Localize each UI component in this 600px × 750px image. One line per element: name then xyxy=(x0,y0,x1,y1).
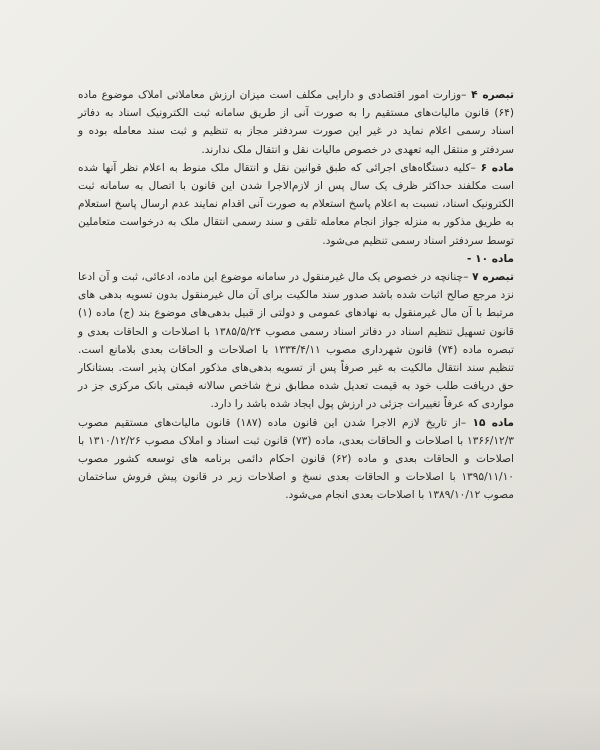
paragraph-heading: تبصره ۴ xyxy=(466,89,514,101)
paragraph-heading: ماده ۱۰ - xyxy=(467,252,514,265)
paragraph-body: –چنانچه در خصوص یک مال غیرمنقول در سامانه موضوع این ماده، ادعائی، ثبت و آن ادعا نزد مرجع صالح اثبات شده باشد صدور سند مالکیت برای آن مال غیرمنقول بدون تسویه بدهی های مرتبط با آن مال غیرمنقول به نهادهای عمومی و دولتی از قبیل بدهی‌های موضوع بند (ج) ماده (۱) قانون تسهیل تنظیم اسناد در دفاتر اسناد رسمی مصوب ۱۳۸۵/۵/۲۴ با اصلاحات و الحاقات بعدی و تبصره ماده (۷۴) قانون شهرداری مصوب ۱۳۳۴/۴/۱۱ با اصلاحات و الحاقات بعدی بلامانع است. تنظیم سند انتقال مالکیت به غیر صرفاً پس از تسویه بدهی‌های مذکور امکان پذیر است. بستانکار حق دریافت طلب خود به قیمت تعدیل شده مطابق نرخ شاخص سالانه قیمتی بانک مرکزی جز در مواردی که عرفاً تغییرات جزئی در ارزش پول ایجاد شده باشد را دارد. xyxy=(78,271,515,411)
paragraph-article-6 xyxy=(78,159,514,250)
paragraph-article-15 xyxy=(78,414,514,505)
paragraph-heading: تبصره ۷ xyxy=(468,271,514,284)
paragraph-heading: ماده ۱۵ xyxy=(466,416,514,429)
paragraph-article-10 xyxy=(78,250,514,268)
paragraph-body: –از تاریخ لازم الاجرا شدن این قانون ماده (۱۸۷) قانون مالیات‌های مستقیم مصوب ۱۳۶۶/۱۲/۳ با اصلاحات و الحاقات بعدی، ماده (۷۳) قانون ثبت اسناد و املاک مصوب ۱۳۱۰/۱۲/۲۶ با اصلاحات و الحاقات بعدی و ماده (۶۲) قانون احکام دائمی برنامه های توسعه کشور مصوب ۱۳۹۵/۱۱/۱۰ با اصلاحات و الحاقات بعدی نسخ و اصلاحات زیر در قانون پیش فروش ساختمان مصوب ۱۳۸۹/۱۰/۱۲ با اصلاحات بعدی انجام می‌شود. xyxy=(78,416,514,502)
paragraph-body: –وزارت امور اقتصادی و دارایی مکلف است میزان ارزش معاملاتی املاک موضوع ماده (۶۴) قانون مالیات‌های مستقیم را به صورت آنی از طریق سامانه ثبت الکترونیک اسناد به دفاتر اسناد رسمی اعلام نماید در غیر این صورت سردفتر مجاز به تنظیم و ثبت سند معامله بوده و سردفتر و منتقل الیه تعهدی در خصوص مالیات نقل و انتقال ملک ندارند. xyxy=(78,89,514,156)
paper-shadow xyxy=(0,690,600,750)
paragraph-heading: ماده ۶ xyxy=(475,161,514,174)
paragraph-body: –کلیه دستگاه‌های اجرائی که طبق قوانین نقل و انتقال ملک منوط به اعلام نظر آنها شده است مکلفند حداکثر ظرف یک سال پس از لازم‌الاجرا شدن این قانون با اتصال به سامانه ثبت الکترونیک اسناد، نسبت به اعلام پاسخ استعلام به صورت آنی اقدام نمایند عدم ارسال پاسخ استعلام به طریق مذکور به منزله جواز انجام معامله تلقی و سند رسمی انتقال ملک به درخواست متعاملین توسط سردفتر اسناد رسمی تنظیم می‌شود. xyxy=(78,161,514,247)
paragraph-note-4 xyxy=(78,86,514,159)
paragraph-note-7 xyxy=(78,268,514,414)
document-text xyxy=(78,86,514,505)
